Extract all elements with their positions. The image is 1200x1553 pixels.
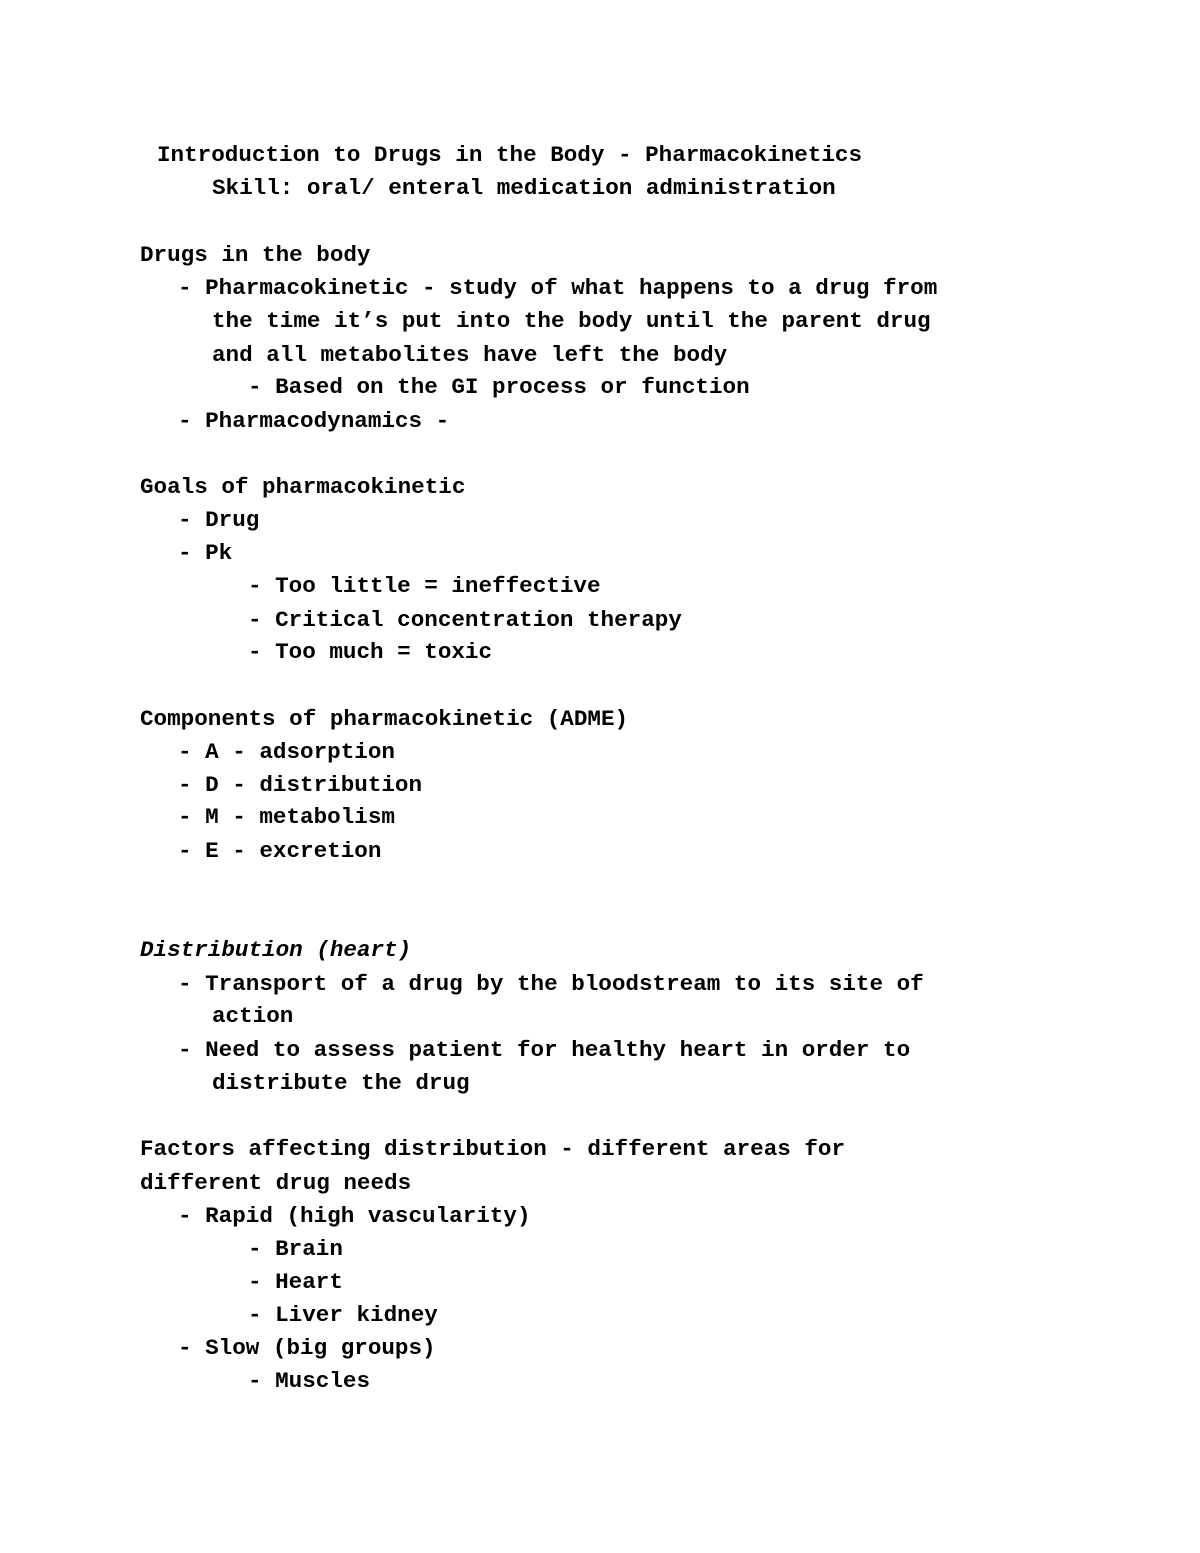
section-heading-drugs-in-body: Drugs in the body (140, 242, 371, 268)
sub-bullet-too-much: - Too much = toxic (248, 639, 493, 665)
bullet-pharmacodynamics: - Pharmacodynamics - (178, 408, 450, 434)
sub-bullet-heart: - Heart (248, 1269, 343, 1295)
section-heading-factors-cont: different drug needs (140, 1170, 412, 1196)
bullet-pharmacokinetic: - Pharmacokinetic - study of what happens to a drug from (178, 275, 938, 301)
section-heading-distribution: Distribution (heart) (140, 937, 412, 963)
section-heading-factors: Factors affecting distribution - different areas for (140, 1136, 846, 1162)
bullet-pk: - Pk (178, 540, 233, 566)
sub-bullet-liver-kidney: - Liver kidney (248, 1302, 438, 1328)
bullet-assess-heart: - Need to assess patient for healthy heart in order to (178, 1037, 911, 1063)
sub-bullet-critical-concentration: - Critical concentration therapy (248, 607, 682, 633)
bullet-pharmacokinetic-cont: and all metabolites have left the body (212, 342, 728, 368)
sub-bullet-muscles: - Muscles (248, 1368, 371, 1394)
bullet-excretion: - E - excretion (178, 838, 382, 864)
sub-bullet-gi-process: - Based on the GI process or function (248, 374, 750, 400)
sub-bullet-too-little: - Too little = ineffective (248, 573, 601, 599)
bullet-rapid: - Rapid (high vascularity) (178, 1203, 531, 1229)
doc-title: Introduction to Drugs in the Body - Pharmacokinetics (157, 142, 863, 168)
bullet-transport: - Transport of a drug by the bloodstream to its site of (178, 971, 924, 997)
sub-bullet-brain: - Brain (248, 1236, 343, 1262)
bullet-adsorption: - A - adsorption (178, 739, 395, 765)
section-heading-components: Components of pharmacokinetic (ADME) (140, 706, 629, 732)
bullet-drug: - Drug (178, 507, 260, 533)
doc-subtitle: Skill: oral/ enteral medication administration (212, 175, 836, 201)
bullet-transport-cont: action (212, 1003, 294, 1029)
bullet-metabolism: - M - metabolism (178, 804, 395, 830)
section-heading-goals: Goals of pharmacokinetic (140, 474, 466, 500)
bullet-slow: - Slow (big groups) (178, 1335, 436, 1361)
bullet-assess-heart-cont: distribute the drug (212, 1070, 470, 1096)
bullet-distribution: - D - distribution (178, 772, 423, 798)
bullet-pharmacokinetic-cont: the time it’s put into the body until the parent drug (212, 308, 931, 334)
